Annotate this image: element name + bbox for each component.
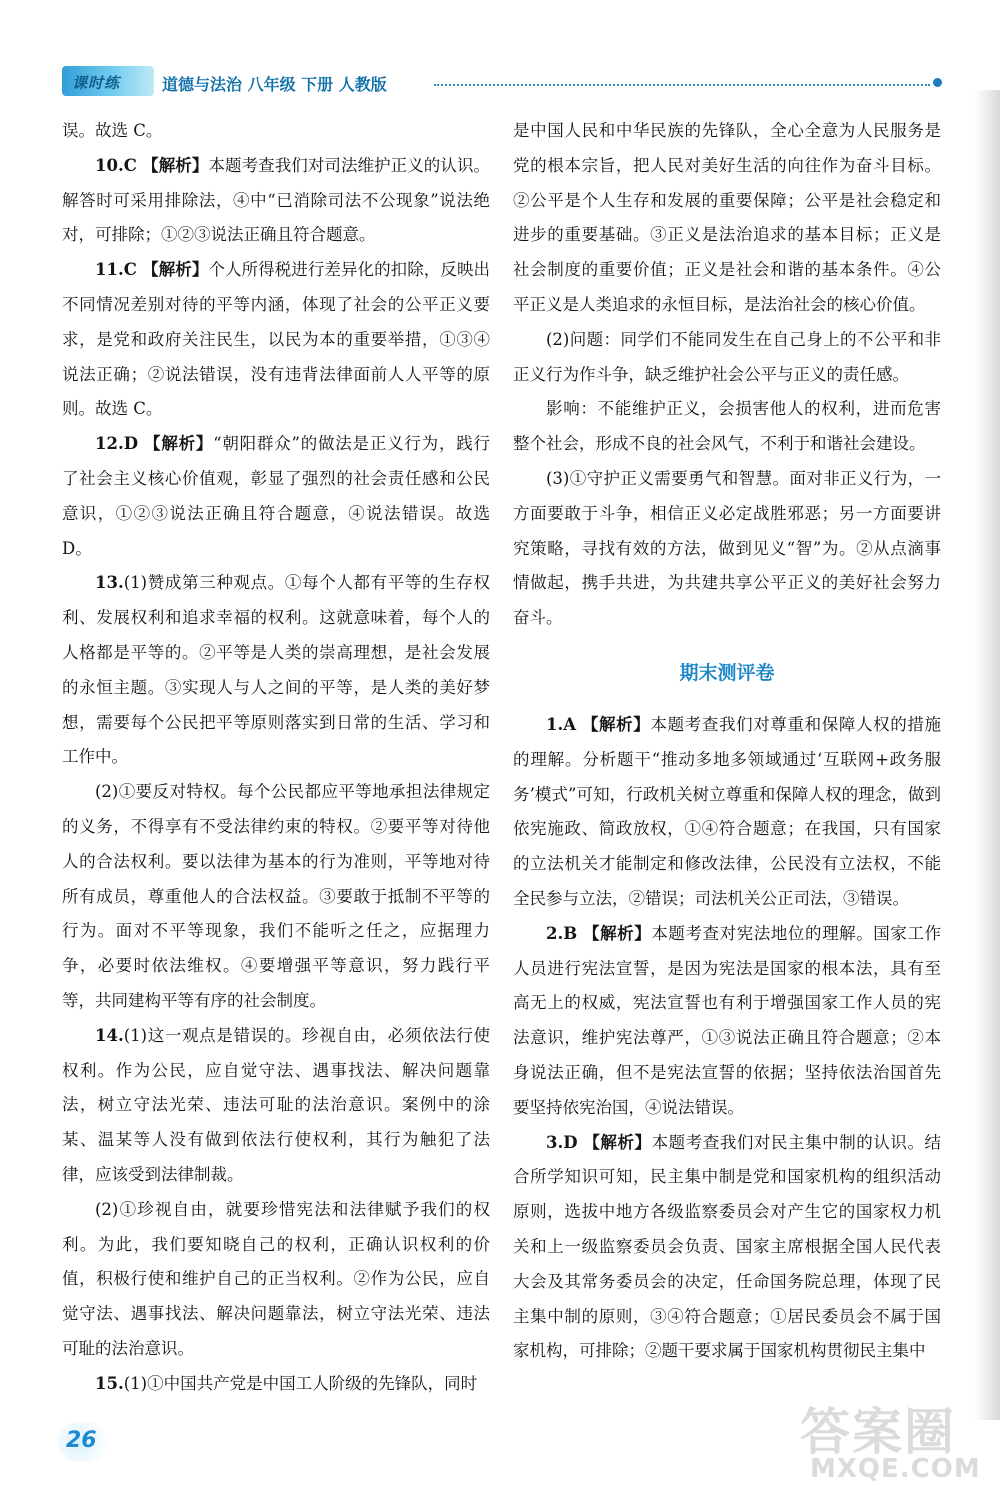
answer-13-part1 [62, 566, 490, 775]
answer-10 [62, 149, 490, 253]
answer-number: 15. [95, 1373, 124, 1393]
watermark-url: MXQE.COM [810, 1454, 981, 1484]
header-title: 道德与法治 八年级 下册 人教版 [162, 75, 387, 94]
header-badge-text: 课时练 [72, 74, 121, 92]
answer-text: 本题考查我们对民主集中制的认识。结合所学知识可知，民主集中制是党和国家机构的组织活动原则，选拔中地方各级监察委员会对产生它的国家权力机关和上一级监察委员会负责、国家主席根据全国人民代表大会及其常务委员会的决定，任命国务院总理，体现了民主集中制的原则，③④符合题意；①居民委员会不属于国家机构，可排除；②题干要求属于国家机构贯彻民主集中 [513, 1132, 942, 1361]
answer-15-part1 [62, 1367, 490, 1402]
right-column [513, 114, 941, 1369]
answer-text: 本题考查我们对司法维护正义的认识。解答时可采用排除法，④中“已消除司法不公现象”说法绝对，可排除；①②③说法正确且符合题意。 [62, 155, 491, 245]
final-answer-3 [513, 1126, 941, 1370]
analysis-tag: 【解析】 [142, 260, 209, 280]
running-header [62, 62, 942, 106]
analysis-tag: 【解析】 [142, 155, 209, 175]
page-gutter-shadow [974, 90, 1000, 1420]
answer-text: “朝阳群众”的做法是正义行为，践行了社会主义核心价值观，彰显了强烈的社会责任感和公民意识，①②③说法正确且符合题意，④说法错误。故选 D。 [62, 434, 491, 558]
answer-text: (1)赞成第三种观点。①每个人都有平等的生存权利、发展权利和追求幸福的权利。这就意味着，每个人的人格都是平等的。②平等是人类的崇高理想，是社会发展的永恒主题。③实现人与人之间的平等，是人类的美好梦想，需要每个公民把平等原则落实到日常的生活、学习和工作中。 [62, 573, 490, 767]
page-number: 26 [66, 1428, 97, 1453]
answer-text: 本题考查我们对尊重和保障人权的措施的理解。分析题干“推动多地多领域通过‘互联网+政务服务’模式”可知，行政机关树立尊重和保障人权的理念，做到依宪施政、简政放权，①④符合题意；在我国，只有国家的立法机关才能制定和修改法律，公民没有立法权，不能全民参与立法，②错误；司法机关公正司法，③错误。 [513, 714, 942, 908]
answer-number: 12.D [95, 434, 139, 454]
header-dotted-rule [434, 84, 930, 86]
answer-number: 11.C [95, 260, 137, 280]
header-badge [62, 66, 154, 96]
answer-text: (1)这一观点是错误的。珍视自由，必须依法行使权利。作为公民，应自觉守法、遇事找法、解决问题靠法，树立守法光荣、违法可耻的法治意识。案例中的涂某、温某等人没有做到依法行使权利，其行为触犯了法律，应该受到法律制裁。 [62, 1025, 490, 1184]
watermark-logo [790, 1392, 980, 1492]
answer-15-continuation: 是中国人民和中华民族的先锋队，全心全意为人民服务是党的根本宗旨，把人民对美好生活的向往作为奋斗目标。②公平是个人生存和发展的重要保障；公平是社会稳定和进步的重要基础。③正义是法治追求的基本目标；正义是社会制度的重要价值；正义是社会和谐的基本条件。④公平正义是人类追求的永恒目标，是法治社会的核心价值。 [513, 121, 941, 314]
answer-15-impact: 影响：不能维护正义，会损害他人的权利，进而危害整个社会，形成不良的社会风气，不利于和谐社会建设。 [513, 399, 941, 454]
answer-number: 10.C [95, 155, 137, 175]
answer-14-part2: (2)①珍视自由，就要珍惜宪法和法律赋予我们的权利。为此，我们要知晓自己的权利，正确认识权利的价值，积极行使和维护自己的正当权利。②作为公民，应自觉守法、遇事找法、解决问题靠法，树立守法光荣、违法可耻的法治意识。 [62, 1199, 490, 1358]
answer-12 [62, 427, 490, 566]
analysis-tag: 【解析】 [581, 714, 651, 734]
header-dot-icon [933, 78, 942, 87]
left-column [62, 114, 490, 1401]
answer-number: 3.D [546, 1132, 578, 1152]
answer-number: 2.B [546, 923, 578, 943]
analysis-tag: 【解析】 [583, 923, 652, 943]
answer-11 [62, 253, 490, 427]
section-title: 期末测评卷 [679, 661, 775, 684]
answer-number: 1.A [546, 714, 577, 734]
answer-number: 13. [95, 573, 124, 593]
final-answer-1 [513, 708, 941, 917]
answer-number: 14. [95, 1025, 124, 1045]
answer-text: 本题考查对宪法地位的理解。国家工作人员进行宪法宣誓，是因为宪法是国家的根本法，具有至高无上的权威，宪法宣誓也有利于增强国家工作人员的宪法意识，维护宪法尊严，①③说法正确且符合题意；②本身说法正确，但不是宪法宣誓的依据；坚持依法治国首先要坚持依宪治国，④说法错误。 [513, 923, 942, 1117]
answer-13-part2: (2)①要反对特权。每个公民都应平等地承担法律规定的义务，不得享有不受法律约束的特权。②要平等对待他人的合法权利。要以法律为基本的行为准则，平等地对待所有成员，尊重他人的合法权益。③要敢于抵制不平等的行为。面对不平等现象，我们不能听之任之，应据理力争，必要时依法维权。④要增强平等意识，努力践行平等，共同建构平等有序的社会制度。 [62, 782, 490, 1010]
answer-15-part2: (2)问题：同学们不能同发生在自己身上的不公平和非正义行为作斗争，缺乏维护社会公平与正义的责任感。 [513, 329, 941, 384]
analysis-tag: 【解析】 [144, 434, 214, 454]
answer-15-part3: (3)①守护正义需要勇气和智慧。面对非正义行为，一方面要敢于斗争，相信正义必定战胜邪恶；另一方面要讲究策略，寻找有效的方法，做到见义“智”为。②从点滴事情做起，携手共进，为共建共享公平正义的美好社会努力奋斗。 [513, 468, 941, 628]
watermark-text: 答案圈 [800, 1403, 956, 1461]
paragraph-continuation: 误。故选 C。 [62, 121, 163, 140]
answer-text: 个人所得税进行差异化的扣除，反映出不同情况差别对待的平等内涵，体现了社会的公平正义要求，是党和政府关注民生，以民为本的重要举措，①③④说法正确；②说法错误，没有违背法律面前人人平等的原则。故选 C。 [62, 260, 491, 419]
answer-14-part1 [62, 1019, 490, 1193]
analysis-tag: 【解析】 [583, 1132, 652, 1152]
answer-text: (1)①中国共产党是中国工人阶级的先锋队，同时 [123, 1373, 478, 1393]
final-answer-2 [513, 917, 941, 1126]
